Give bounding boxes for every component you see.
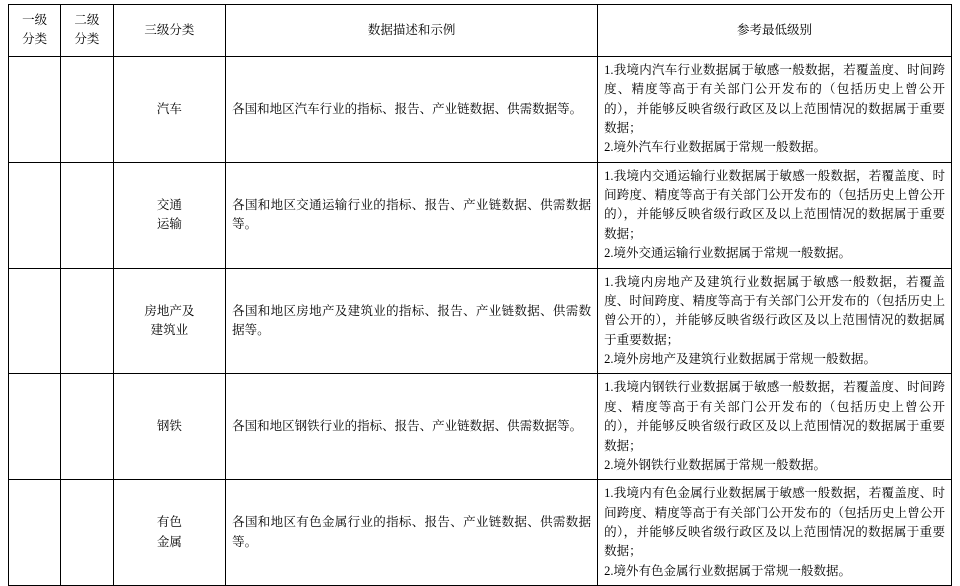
data-classification-table <box>8 4 952 586</box>
table-header <box>9 5 952 57</box>
cell-level3 <box>113 374 226 480</box>
column-header-description <box>226 5 598 57</box>
column-header-level1-line2: 分类 <box>22 32 48 47</box>
column-header-level3 <box>113 5 226 57</box>
cell-min-level <box>598 480 952 586</box>
table-row <box>9 56 952 162</box>
cell-level3 <box>113 162 226 268</box>
cell-description: 各国和地区有色金属行业的指标、报告、产业链数据、供需数据等。 <box>226 480 598 586</box>
cell-min-level-para-2: 2.境外钢铁行业数据属于常规一般数据。 <box>604 457 826 472</box>
cell-min-level-para-1: 1.我境内有色金属行业数据属于敏感一般数据，若覆盖度、时间跨度、精度等高于有关部门公开发布的（包括历史上曾公开的），并能够反映省级行政区及以上范围情况的数据属于重要数据； <box>604 486 945 559</box>
cell-level2 <box>61 374 113 480</box>
table-body <box>9 56 952 585</box>
cell-level3 <box>113 56 226 162</box>
cell-level3-line1: 交通 <box>156 197 182 212</box>
cell-min-level-para-2: 2.境外房地产及建筑行业数据属于常规一般数据。 <box>604 352 876 366</box>
column-header-min-level <box>598 5 952 57</box>
cell-min-level-para-1: 1.我境内汽车行业数据属于敏感一般数据，若覆盖度、时间跨度、精度等高于有关部门公开发布的（包括历史上曾公开的），并能够反映省级行政区及以上范围情况的数据属于重要数据； <box>604 62 945 135</box>
column-header-level3-line1: 三级分类 <box>144 22 195 37</box>
cell-description: 各国和地区汽车行业的指标、报告、产业链数据、供需数据等。 <box>226 56 598 162</box>
column-header-level1 <box>9 5 61 57</box>
cell-level3-line1: 钢铁 <box>156 419 182 434</box>
cell-level1 <box>9 268 61 374</box>
cell-level3-line2: 建筑业 <box>150 322 189 337</box>
cell-level3-line1: 汽车 <box>156 101 182 116</box>
cell-min-level <box>598 374 952 480</box>
cell-level2 <box>61 162 113 268</box>
table-row <box>9 480 952 586</box>
cell-level3 <box>113 480 226 586</box>
column-header-level2-line2: 分类 <box>74 32 100 47</box>
cell-level3-line1: 房地产及 <box>144 303 195 318</box>
cell-level3 <box>113 268 226 374</box>
cell-min-level-para-2: 2.境外有色金属行业数据属于常规一般数据。 <box>604 563 851 578</box>
column-header-level2 <box>61 5 113 57</box>
table-row <box>9 162 952 268</box>
cell-min-level-para-2: 2.境外汽车行业数据属于常规一般数据。 <box>604 140 826 155</box>
column-header-description-line1: 数据描述和示例 <box>367 22 456 37</box>
cell-description: 各国和地区交通运输行业的指标、报告、产业链数据、供需数据等。 <box>226 162 598 268</box>
column-header-min-level-line1: 参考最低级别 <box>737 22 813 37</box>
cell-min-level-para-1: 1.我境内钢铁行业数据属于敏感一般数据，若覆盖度、时间跨度、精度等高于有关部门公开发布的（包括历史上曾公开的），并能够反映省级行政区及以上范围情况的数据属于重要数据； <box>604 380 945 453</box>
cell-min-level <box>598 162 952 268</box>
cell-min-level-para-1: 1.我境内房地产及建筑行业数据属于敏感一般数据，若覆盖度、时间跨度、精度等高于有关部门公开发布的（包括历史上曾公开的），并能够反映省级行政区及以上范围情况的数据属于重要数据； <box>604 274 945 347</box>
cell-level2 <box>61 56 113 162</box>
cell-level1 <box>9 480 61 586</box>
cell-level2 <box>61 268 113 374</box>
table-header-row <box>9 5 952 57</box>
cell-min-level <box>598 268 952 374</box>
table-row <box>9 268 952 374</box>
column-header-level1-line1: 一级 <box>22 13 48 27</box>
cell-level3-line1: 有色 <box>156 515 182 530</box>
cell-level3-line2: 运输 <box>156 217 182 232</box>
cell-level1 <box>9 162 61 268</box>
column-header-level2-line1: 二级 <box>74 13 100 27</box>
table-row <box>9 374 952 480</box>
cell-description: 各国和地区房地产及建筑业的指标、报告、产业链数据、供需数据等。 <box>226 268 598 374</box>
cell-min-level-para-2: 2.境外交通运输行业数据属于常规一般数据。 <box>604 246 851 261</box>
cell-level1 <box>9 374 61 480</box>
cell-min-level <box>598 56 952 162</box>
cell-description: 各国和地区钢铁行业的指标、报告、产业链数据、供需数据等。 <box>226 374 598 480</box>
cell-level2 <box>61 480 113 586</box>
cell-level3-line2: 金属 <box>156 534 182 549</box>
cell-min-level-para-1: 1.我境内交通运输行业数据属于敏感一般数据，若覆盖度、时间跨度、精度等高于有关部门公开发布的（包括历史上曾公开的），并能够反映省级行政区及以上范围情况的数据属于重要数据； <box>604 168 945 241</box>
cell-level1 <box>9 56 61 162</box>
